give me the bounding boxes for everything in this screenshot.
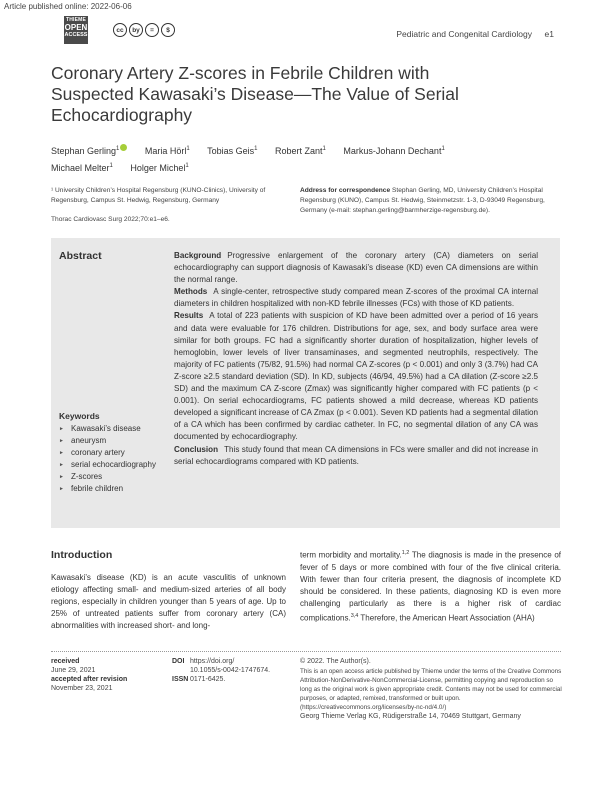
author-affiliation-mark: 1: [441, 146, 445, 152]
orcid-icon[interactable]: [120, 144, 127, 151]
intro-text: term morbidity and mortality.: [300, 550, 402, 560]
intro-text: The diagnosis is made in the presence of fever of 5 days or more combined with four of the five clinical criteria. With fewer than four criteria present, the diagnosis of incomplete KD should be considered. In these patients, diagnosing KD is even more challenging particularly as there is a higher risk of cardiac complications.: [300, 550, 561, 623]
author-name: Stephan Gerling: [51, 146, 117, 156]
author[interactable]: [343, 146, 444, 156]
author-name: Tobias Geis: [207, 146, 255, 156]
page-number: e1: [544, 29, 554, 39]
article-identifiers: [172, 657, 292, 684]
keywords-heading: Keywords: [59, 411, 100, 421]
introduction-column-1: Kawasaki’s disease (KD) is an acute vasculitis of unknown etiology affecting small- and medium-sized arteries of all body regions, especially in children younger than 5 years of age. Up to 25% of untreated patients suffer from coronary artery (CA) abnormalities with increased short- and long-: [51, 573, 286, 631]
author-list: [51, 142, 551, 176]
author[interactable]: [130, 163, 188, 173]
author-affiliation-mark: 1: [186, 146, 190, 152]
author[interactable]: [275, 146, 326, 156]
reference-link[interactable]: 1,2: [401, 550, 410, 556]
article-title: Coronary Artery Z-scores in Febrile Children with Suspected Kawasaki’s Disease—The Value of Serial Echocardiography: [51, 63, 459, 125]
keyword-item: ► serial echocardiography: [59, 459, 169, 471]
affiliation-block: [51, 186, 281, 225]
cc-icon: cc: [113, 23, 127, 37]
article-history: [51, 657, 161, 693]
accepted-label: accepted after revision: [51, 676, 128, 683]
correspondence-text: Stephan Gerling, MD, University Children’s Hospital Regensburg (KUNO), Campus St. Hedwig, Steinmetzstr. 1-3, D-93049 Regensburg, Germany (e-mail: stephan.gerling@barmherzige-regensburg.de).: [300, 187, 545, 214]
author-name: Robert Zant: [275, 146, 323, 156]
nd-icon: =: [145, 23, 159, 37]
author[interactable]: [51, 163, 113, 173]
author[interactable]: [51, 146, 127, 156]
reference-link[interactable]: 3,4: [350, 613, 359, 620]
license-text: This is an open access article published by Thieme under the terms of the Creative Commons Attribution-NonDerivative-NonCommercial-License, permitting copying and reproduction so long as the original work is given appropriate credit. Contents may not be used for commercial purposes, or adapted, remixed, transformed or built upon. (https://creativecommons.org/licenses/by-nc-nd/4.0/): [300, 668, 562, 711]
creative-commons-license-badge: [113, 23, 175, 37]
issn-label: ISSN: [172, 676, 189, 683]
results-label: Results: [174, 311, 204, 321]
author-affiliation-mark: 1: [116, 146, 120, 152]
conclusion-label: Conclusion: [174, 444, 219, 454]
doi-label: DOI: [172, 658, 185, 665]
nc-icon: $: [161, 23, 175, 37]
methods-label: Methods: [174, 287, 208, 297]
conclusion-text: This study found that mean CA dimensions in FCs were smaller and did not increase in serial echocardiograms compared with KD patients.: [174, 444, 538, 466]
background-label: Background: [174, 251, 222, 260]
correspondence-block: [300, 186, 560, 216]
accepted-date: November 23, 2021: [51, 685, 113, 692]
results-text: A total of 223 patients with suspicion of KD have been admitted over a period of 16 years and data were evaluable for 176 children. Distributions for age, sex, and body surface area were similar for both groups. FC had a significantly shorter duration of hospitalization, higher levels of hemoglobin, lower levels of liver transaminases, and segmented neutrophils, respectively. The majority of FC patients (75/82, 91.5%) had normal CA Z-scores (p < 0.001) and only 3 (3.7%) had CA Z-score ≥2.5 standard deviation (SD). In KD, subjects (46/94, 49.5%) had a CA dilation (Z-score ≥2.5 SD) and the maximum CA Z-score (Zmax) was significantly higher compared with FC patients (p < 0.001). On serial echocardiograms, FC patients showed a mild decrease, whereas KD patients developed a significant increase of CA Zmax (p < 0.001). Seven KD patients had a segmental dilation of a CA which has been confirmed by cardiac catheter. In FC, no segmental dilation of any CA was documented by echocardiography.: [174, 311, 538, 442]
keyword-list: [59, 423, 169, 496]
logo-line-2: OPEN: [64, 23, 88, 32]
author-name: Michael Melter: [51, 163, 110, 173]
keyword-item: ► aneurysm: [59, 435, 169, 447]
keyword-item: ► coronary artery: [59, 447, 169, 459]
received-date: June 29, 2021: [51, 667, 96, 674]
abstract-background: [174, 250, 538, 286]
received-label: received: [51, 658, 80, 665]
abstract-conclusion: [174, 444, 538, 468]
affiliation: ¹ University Children’s Hospital Regensburg (KUNO-Clinics), University of Regensburg, Campus St. Hedwig, Regensburg, Germany: [51, 187, 266, 204]
keyword-item: ► Kawasaki’s disease: [59, 423, 169, 435]
thieme-open-access-logo: [64, 16, 88, 44]
author[interactable]: [207, 146, 257, 156]
logo-line-3: ACCESS: [64, 32, 88, 38]
author-name: Maria Hörl: [144, 146, 187, 156]
author-name: Holger Michel: [130, 163, 186, 173]
author-affiliation-mark: 1: [109, 163, 113, 169]
publisher-address: Georg Thieme Verlag KG, Rüdigerstraße 14, 70469 Stuttgart, Germany: [300, 713, 521, 720]
background-text: Progressive enlargement of the coronary artery (CA) diameters on serial echocardiography can support diagnosis of Kawasaki’s disease (KD) even CA dimensions are within the normal range.: [174, 251, 538, 285]
logo-line-1: THIEME: [65, 17, 87, 23]
issn-value: 0171-6425.: [189, 676, 226, 683]
introduction-column-2: [300, 547, 561, 625]
by-icon: by: [129, 23, 143, 37]
abstract-heading: Abstract: [59, 250, 102, 262]
author[interactable]: [145, 146, 190, 156]
doi-link[interactable]: https://doi.org/: [189, 658, 235, 665]
abstract-results: [174, 310, 538, 443]
doi-value: 10.1055/s-0042-1747674.: [189, 667, 271, 674]
introduction-heading: Introduction: [51, 549, 113, 561]
keyword-item: ► Z-scores: [59, 471, 169, 483]
keyword-item: ► febrile children: [59, 483, 169, 495]
copyright: © 2022. The Author(s).: [300, 658, 371, 665]
citation: Thorac Cardiovasc Surg 2022;70:e1–e6.: [51, 216, 170, 223]
correspondence-label: Address for correspondence: [300, 187, 391, 194]
publication-date-line: Article published online: 2022-06-06: [4, 2, 132, 11]
methods-text: A single-center, retrospective study compared mean Z-scores of the proximal CA internal diameters in children hospitalized with non-KD febrile illnesses (FCs) with those of KD patients.: [174, 287, 538, 309]
author-affiliation-mark: 1: [322, 146, 326, 152]
abstract-body: [174, 250, 538, 468]
author-affiliation-mark: 1: [185, 163, 189, 169]
intro-text: Therefore, the American Heart Association (AHA): [358, 613, 535, 623]
journal-section: Pediatric and Congenital Cardiology: [396, 29, 532, 39]
author-affiliation-mark: 1: [254, 146, 258, 152]
footer-divider: [51, 651, 561, 652]
license-notice: [300, 657, 562, 721]
abstract-methods: [174, 286, 538, 310]
author-name: Markus-Johann Dechant: [343, 146, 442, 156]
